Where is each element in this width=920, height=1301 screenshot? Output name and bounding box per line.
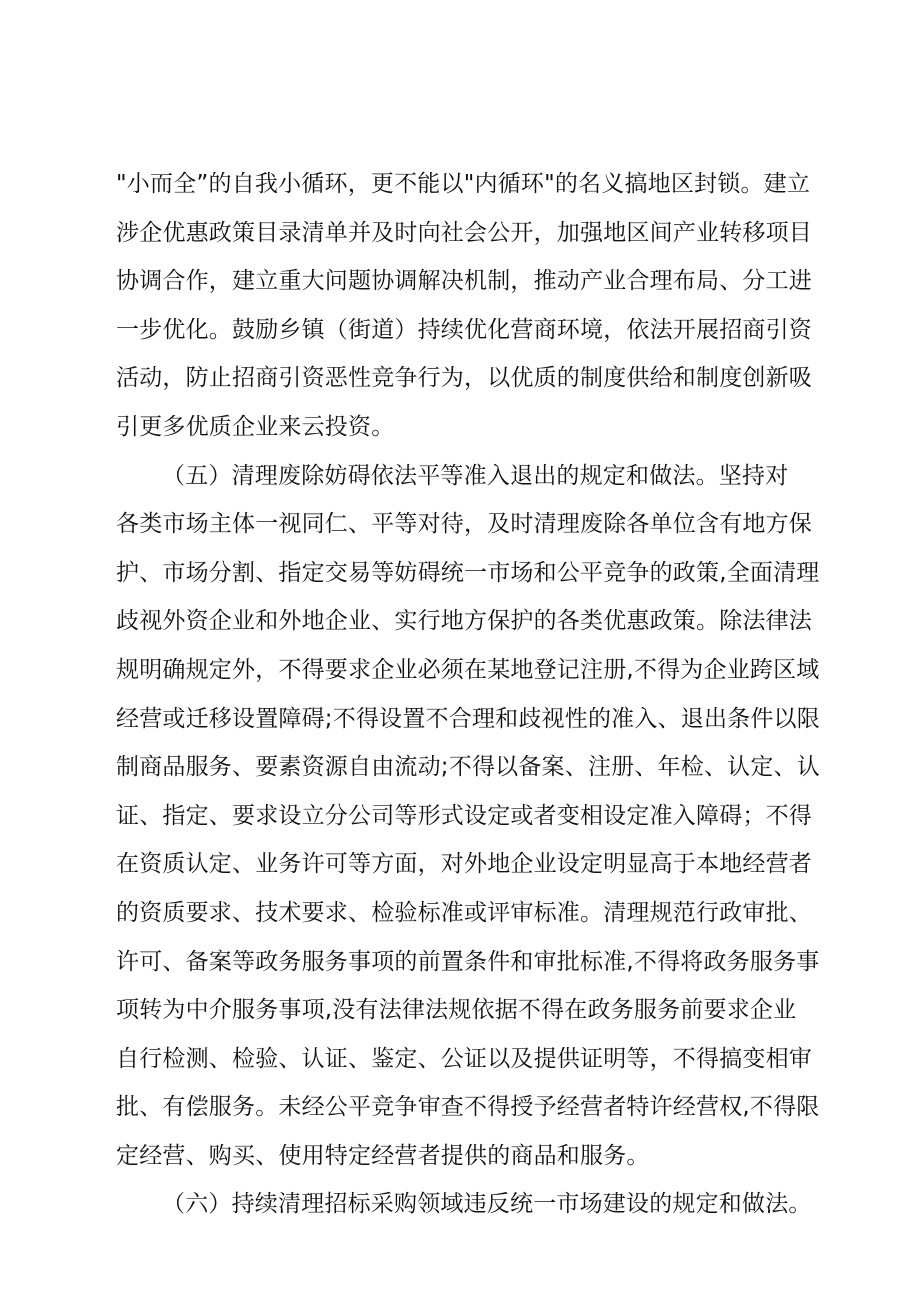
text-line: 经营或迁移设置障碍;不得设置不合理和歧视性的准入、退出条件以限 <box>116 705 820 732</box>
text-line: 制商品服务、要素资源自由流动;不得以备案、注册、年检、认定、认 <box>116 754 820 781</box>
text-line: 批、有偿服务。未经公平竞争审查不得授予经营者特许经营权,不得限 <box>116 1094 820 1121</box>
text-line: 在资质认定、业务许可等方面，对外地企业设定明显高于本地经营者 <box>116 851 812 878</box>
text-line: 歧视外资企业和外地企业、实行地方保护的各类优惠政策。除法律法 <box>116 608 812 635</box>
text-line: 项转为中介服务事项,没有法律法规依据不得在政务服务前要求企业 <box>116 997 797 1024</box>
text-line: 活动，防止招商引资恶性竞争行为，以优质的制度供给和制度创新吸 <box>116 365 812 392</box>
text-line: 规明确规定外，不得要求企业必须在某地登记注册,不得为企业跨区域 <box>116 656 820 683</box>
text-line: "小而全”的自我小循环，更不能以"内循环"的名义搞地区封锁。建立 <box>116 171 811 197</box>
text-line: 各类市场主体一视同仁、平等对待，及时清理废除各单位含有地方保 <box>116 511 812 538</box>
text-line: 协调合作，建立重大问题协调解决机制，推动产业合理布局、分工进 <box>116 268 812 295</box>
text-line: 证、指定、要求设立分公司等形式设定或者变相设定准入障碍；不得 <box>116 802 812 829</box>
text-line: 的资质要求、技术要求、检验标准或评审标准。清理规范行政审批、 <box>116 899 812 926</box>
text-line: 护、市场分割、指定交易等妨碍统一市场和公平竞争的政策,全面清理 <box>116 559 820 586</box>
section-heading-5: （五）清理废除妨碍依法平等准入退出的规定和做法。坚持对 <box>162 462 789 489</box>
text-line: 自行检测、检验、认证、鉴定、公证以及提供证明等，不得搞变相审 <box>116 1045 812 1072</box>
text-line: 引更多优质企业来云投资。 <box>116 413 395 440</box>
section-heading-6: （六）持续清理招标采购领域违反统一市场建设的规定和做法。 <box>162 1191 812 1218</box>
text-line: 许可、备案等政务服务事项的前置条件和审批标准,不得将政务服务事 <box>116 948 820 975</box>
text-line: 一步优化。鼓励乡镇（街道）持续优化营商环境，依法开展招商引资 <box>116 316 812 343</box>
body-text <box>116 160 820 1229</box>
text-line: 定经营、购买、使用特定经营者提供的商品和服务。 <box>116 1142 650 1169</box>
text-line: 涉企优惠政策目录清单并及时向社会公开，加强地区间产业转移项目 <box>116 219 812 246</box>
